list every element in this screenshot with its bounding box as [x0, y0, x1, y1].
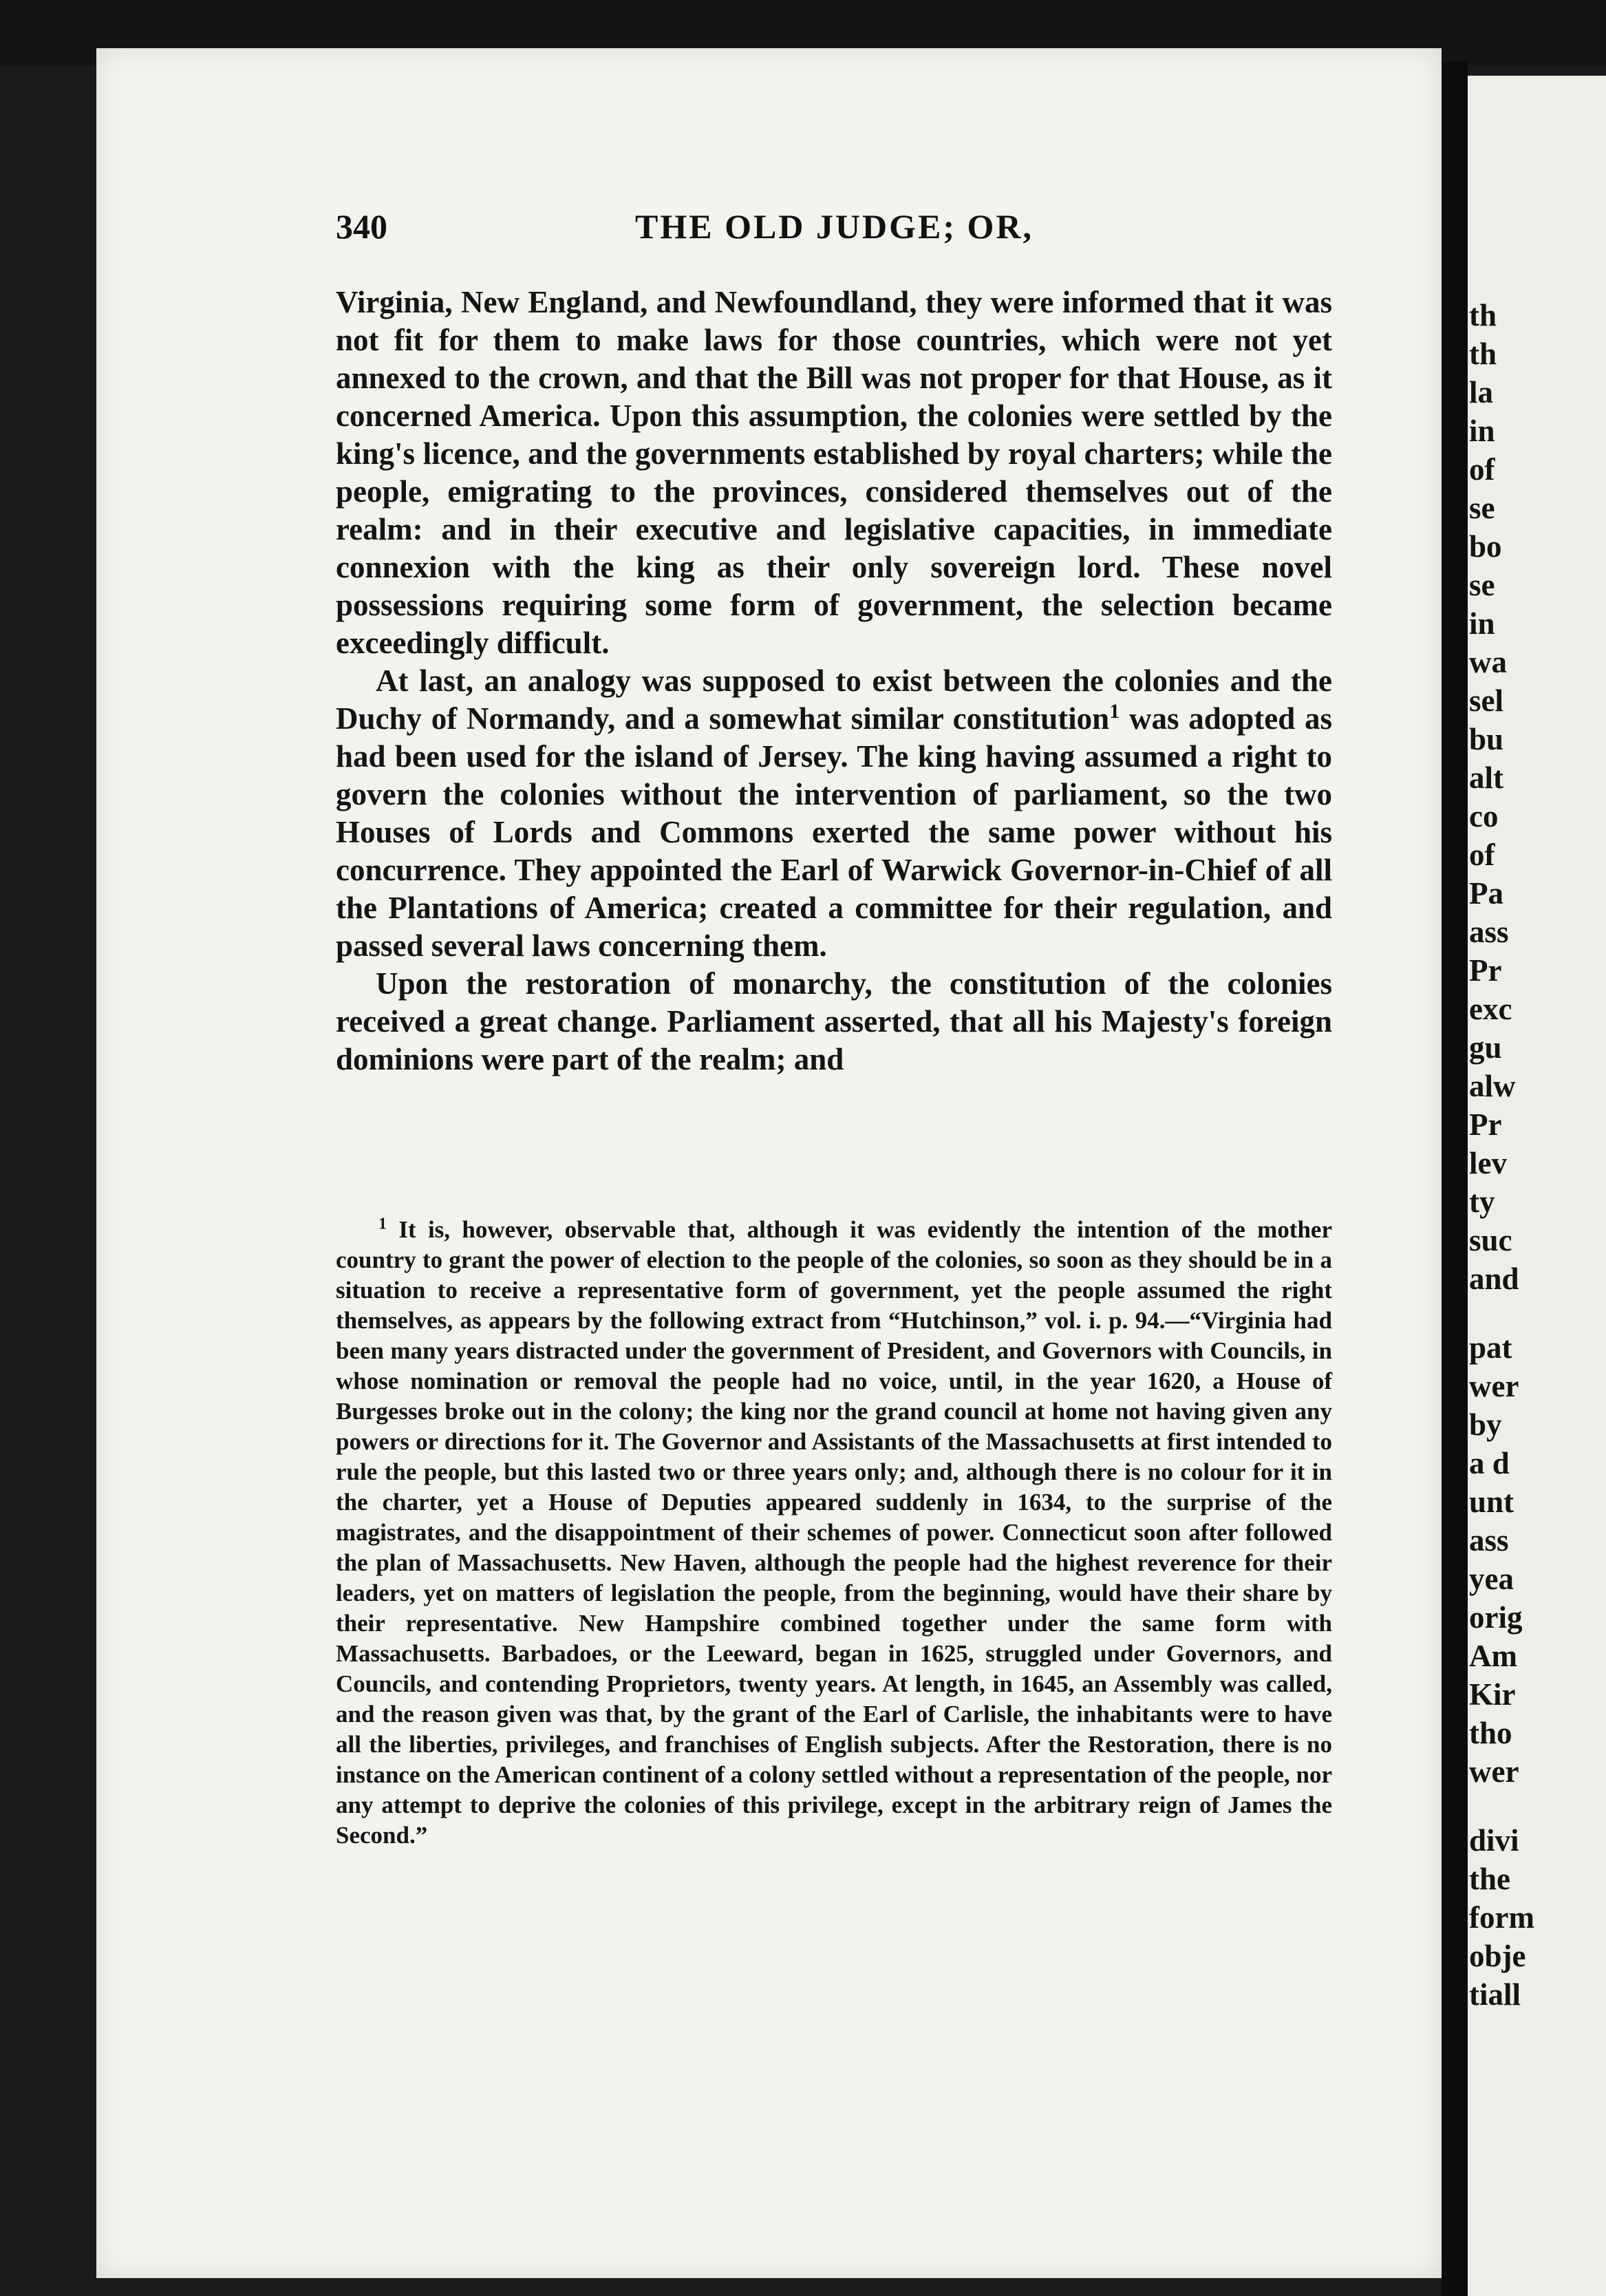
page-gutter — [1442, 62, 1468, 2296]
facing-page-fragment: the — [1469, 1862, 1510, 1896]
footnote-paragraph — [336, 1215, 1332, 1851]
facing-page-fragment: alt — [1469, 761, 1503, 795]
facing-page-fragment: th — [1469, 337, 1497, 371]
fragment-group-1 — [1469, 296, 1606, 1298]
footnote-text: It is, however, observable that, although it was evidently the intention of the mother country to grant the power of election to the people of the colonies, so soon as they should be in a situation to receive a representative form of government, yet the people assumed the right themselves, as appears by the following extract from “Hutchinson,” vol. i. p. 94.—“Virginia had been many years distracted under the government of President, and Governors with Councils, in whose nomination or removal the people had no voice, until, in the year 1620, a House of Burgesses broke out in the colony; the king nor the grand council at home not having given any powers or directions for it. The Governor and Assistants of the Massachusetts at first intended to rule the people, but this lasted two or three years only; and, although there is no colour for it in the charter, yet a House of Deputies appeared suddenly in 1634, to the surprise of the magistrates, and the disappointment of their schemes of power. Connecticut soon after followed the plan of Massachusetts. New Haven, although the people had the highest reverence for their leaders, yet on matters of legislation the people, from the beginning, would have their share by their representative. New Hampshire combined together under the same form with Massachusetts. Barbadoes, or the Leeward, began in 1625, struggled under Governors, and Councils, and contending Proprietors, twenty years. At length, in 1645, an Assembly was called, and the reason given was that, by the grant of the Earl of Carlisle, the inhabitants were to have all the liberties, privileges, and franchises of English subjects. After the Restoration, there is no instance on the American continent of a colony settled without a representation of the people, nor any attempt to deprive the colonies of this privilege, except in the arbitrary reign of James the Second.” — [336, 1216, 1332, 1849]
facing-page-fragment: of — [1469, 452, 1495, 487]
facing-page-fragment: se — [1469, 491, 1495, 525]
facing-page-fragment: form — [1469, 1900, 1534, 1935]
facing-page-fragment: wa — [1469, 645, 1507, 679]
facing-page-fragment: yea — [1469, 1562, 1514, 1596]
facing-page-fragment: gu — [1469, 1030, 1502, 1065]
facing-page-fragment: ass — [1469, 1523, 1509, 1558]
facing-page-fragment: in — [1469, 414, 1495, 448]
facing-page-fragment: bu — [1469, 722, 1504, 756]
facing-page-fragment: Kir — [1469, 1677, 1516, 1712]
facing-page-fragment: Pr — [1469, 1107, 1502, 1142]
body-paragraph-1: Virginia, New England, and Newfoundland, they were informed that it was not fit for them to make laws for those countries, which were not yet annexed to the crown, and that the Bill was not proper for that House, as it concerned America. Upon this assumption, the colonies were settled by the king's licence, and the governments established by royal charters; while the people, emigrating to the provinces, considered themselves out of the realm: and in their executive and legislative capacities, in immediate connexion with the king as their only sovereign lord. These novel possessions requiring some form of government, the selection became exceedingly difficult. — [336, 285, 1332, 660]
facing-page-fragment: Pr — [1469, 953, 1502, 988]
fragment-group-2 — [1469, 1328, 1606, 1791]
footnote-mark: 1 — [378, 1215, 387, 1233]
facing-page-fragment: exc — [1469, 992, 1512, 1026]
facing-page-fragment: suc — [1469, 1223, 1512, 1257]
facing-page-fragment: wer — [1469, 1369, 1519, 1403]
facing-page-fragment: tho — [1469, 1716, 1512, 1750]
facing-page-fragment: wer — [1469, 1754, 1519, 1789]
facing-page-fragment: th — [1469, 298, 1497, 332]
facing-page-fragment: divi — [1469, 1823, 1519, 1858]
body-paragraph-3: Upon the restoration of monarchy, the constitution of the colonies received a great change. Parliament asserted, that all his Majesty's foreign dominions were part of the realm; and — [336, 966, 1332, 1076]
facing-page-fragment: Am — [1469, 1639, 1517, 1673]
facing-page-fragment: sel — [1469, 683, 1503, 718]
footnote — [336, 1215, 1332, 1851]
facing-page-fragment: co — [1469, 799, 1499, 833]
facing-page-fragment: Pa — [1469, 876, 1503, 911]
facing-page-fragment: in — [1469, 606, 1495, 641]
facing-page-fragment: ty — [1469, 1184, 1495, 1219]
facing-page-fragment: la — [1469, 375, 1494, 410]
page-number: 340 — [336, 207, 387, 246]
running-title: THE OLD JUDGE; OR, — [635, 207, 1034, 246]
body-paragraph-2 — [336, 662, 1332, 965]
facing-page-fragment: ass — [1469, 915, 1509, 949]
facing-page-fragments — [1469, 296, 1606, 2014]
facing-page-fragment: alw — [1469, 1069, 1516, 1103]
facing-page-fragment: obje — [1469, 1939, 1526, 1973]
body-text — [336, 284, 1332, 1078]
facing-page-fragment: orig — [1469, 1600, 1523, 1635]
footnote-reference[interactable]: 1 — [1109, 700, 1120, 723]
facing-page-fragment: tiall — [1469, 1977, 1521, 2012]
facing-page — [1468, 76, 1606, 2296]
facing-page-fragment: by — [1469, 1407, 1502, 1442]
facing-page-fragment: bo — [1469, 529, 1502, 564]
facing-page-fragment: of — [1469, 838, 1495, 872]
paragraph-2-after-note: was adopted as had been used for the island of Jersey. The king having assumed a right to govern the colonies without the intervention of parliament, so the two Houses of Lords and Commons exerted the same power without his concurrence. They appointed the Earl of Warwick Governor-in-Chief of all the Plantations of America; created a committee for their regulation, and passed several laws concerning them. — [336, 701, 1333, 963]
facing-page-fragment: se — [1469, 568, 1495, 602]
running-head — [336, 206, 1368, 262]
facing-page-fragment: unt — [1469, 1485, 1514, 1519]
facing-page-fragment: a d — [1469, 1446, 1510, 1480]
fragment-group-3 — [1469, 1821, 1606, 2014]
facing-page-fragment: and — [1469, 1262, 1519, 1296]
paragraph-2-before-note: At last, an analogy was supposed to exist between the colonies and the Duchy of Normandy, and a somewhat similar constitution — [336, 663, 1332, 736]
facing-page-fragment: pat — [1469, 1330, 1512, 1365]
facing-page-fragment: lev — [1469, 1146, 1507, 1180]
